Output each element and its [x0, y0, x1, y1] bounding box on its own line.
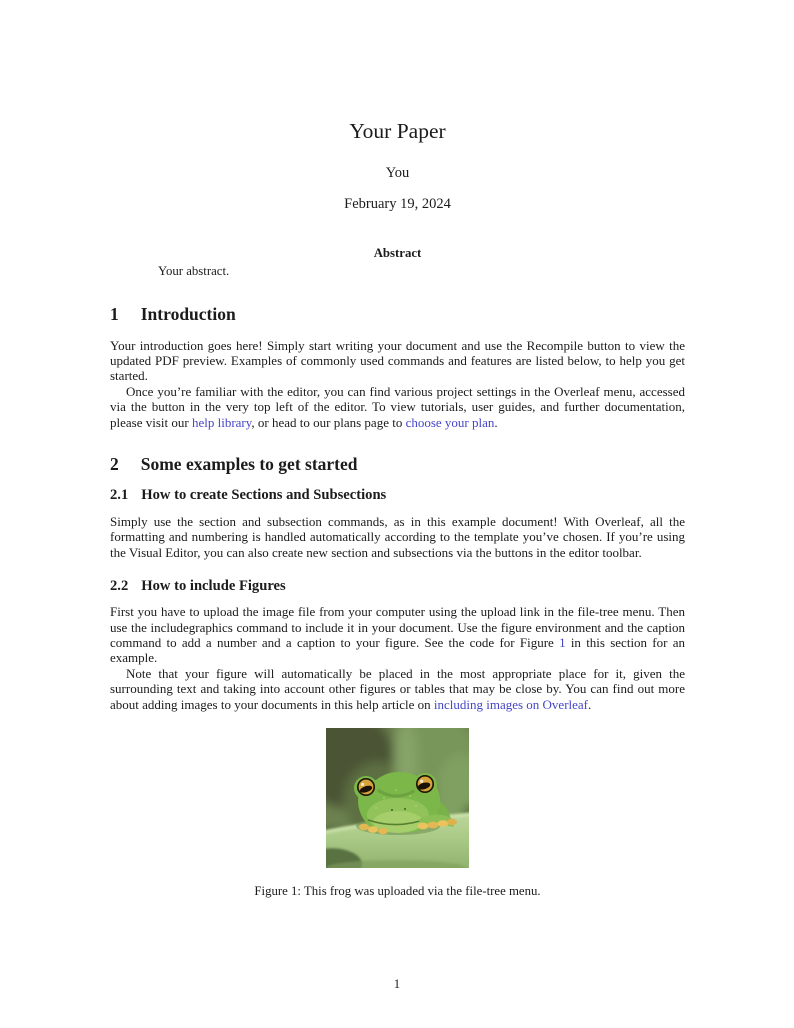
including-images-link[interactable]: including images on Overleaf [433, 696, 589, 712]
paper-title: Your Paper [349, 119, 446, 143]
subsection-2-1-number: 2.1 [110, 486, 129, 503]
paragraph-text: . [588, 696, 592, 712]
paragraph-text: Note that your figure will automatically be placed in the most appropriate place for it, given the surrounding text and taking into account other figures or tables that may be close by. You can find out more about adding images to your documents in this help article on [110, 665, 685, 712]
section-1-paragraph-2 [110, 384, 685, 430]
figure-1 [110, 728, 685, 899]
section-1-number: 1 [110, 303, 119, 324]
section-1-title: Introduction [140, 303, 236, 324]
frog-image [326, 728, 469, 868]
paragraph-text: Once you’re familiar with the editor, you can find various project settings in the Overleaf menu, accessed via the button in the very top left of the editor. To view tutorials, user guides, and further documentation, please visit our [110, 383, 685, 430]
paragraph-text: . [494, 414, 498, 430]
subsection-2-2-paragraph-1 [110, 604, 685, 666]
subsection-2-2-heading [110, 578, 685, 595]
section-2-title: Some examples to get started [140, 453, 358, 474]
abstract-heading: Abstract [373, 246, 422, 260]
subsection-2-1-heading [110, 487, 685, 504]
choose-your-plan-link[interactable]: choose your plan [405, 414, 495, 430]
paragraph-text: , or head to our plans page to [251, 414, 406, 430]
figure-1-caption: Figure 1: This frog was uploaded via the file-tree menu. [254, 884, 541, 898]
figure-1-ref-link[interactable]: 1 [559, 634, 566, 650]
paragraph-text: First you have to upload the image file from your computer using the upload link in the file-tree menu. Then use the includegraphics command to include it in your document. Use the figure environment and the caption command to add a number and a caption to your figure. See the code for Figure [110, 604, 685, 650]
section-1-paragraph-1: Your introduction goes here! Simply start writing your document and use the Recompile button to view the updated PDF preview. Examples of commonly used commands and features are listed below, to help you get started. [110, 337, 685, 384]
subsection-2-1-title: How to create Sections and Subsections [141, 486, 387, 503]
section-1-heading [110, 304, 685, 325]
help-library-link[interactable]: help library [191, 414, 252, 430]
section-2-number: 2 [110, 453, 119, 474]
abstract-body: Your abstract. [158, 264, 230, 278]
paper-date: February 19, 2024 [344, 196, 451, 212]
paper-author: You [385, 165, 410, 181]
page-number: 1 [393, 977, 401, 991]
subsection-2-2-title: How to include Figures [141, 578, 286, 595]
paragraph-text: in this section for an example. [110, 634, 685, 666]
subsection-2-2-number: 2.2 [110, 578, 129, 595]
abstract-block [110, 245, 685, 280]
subsection-2-1-paragraph: Simply use the section and subsection commands, as in this example document! With Overleaf, all the formatting and numbering is handled automatically according to the template you’ve chosen. If you’re using the Visual Editor, you can also create new section and subsections via the buttons in the editor toolbar. [110, 513, 685, 560]
section-2-heading [110, 454, 685, 475]
subsection-2-2-paragraph-2 [110, 666, 685, 712]
